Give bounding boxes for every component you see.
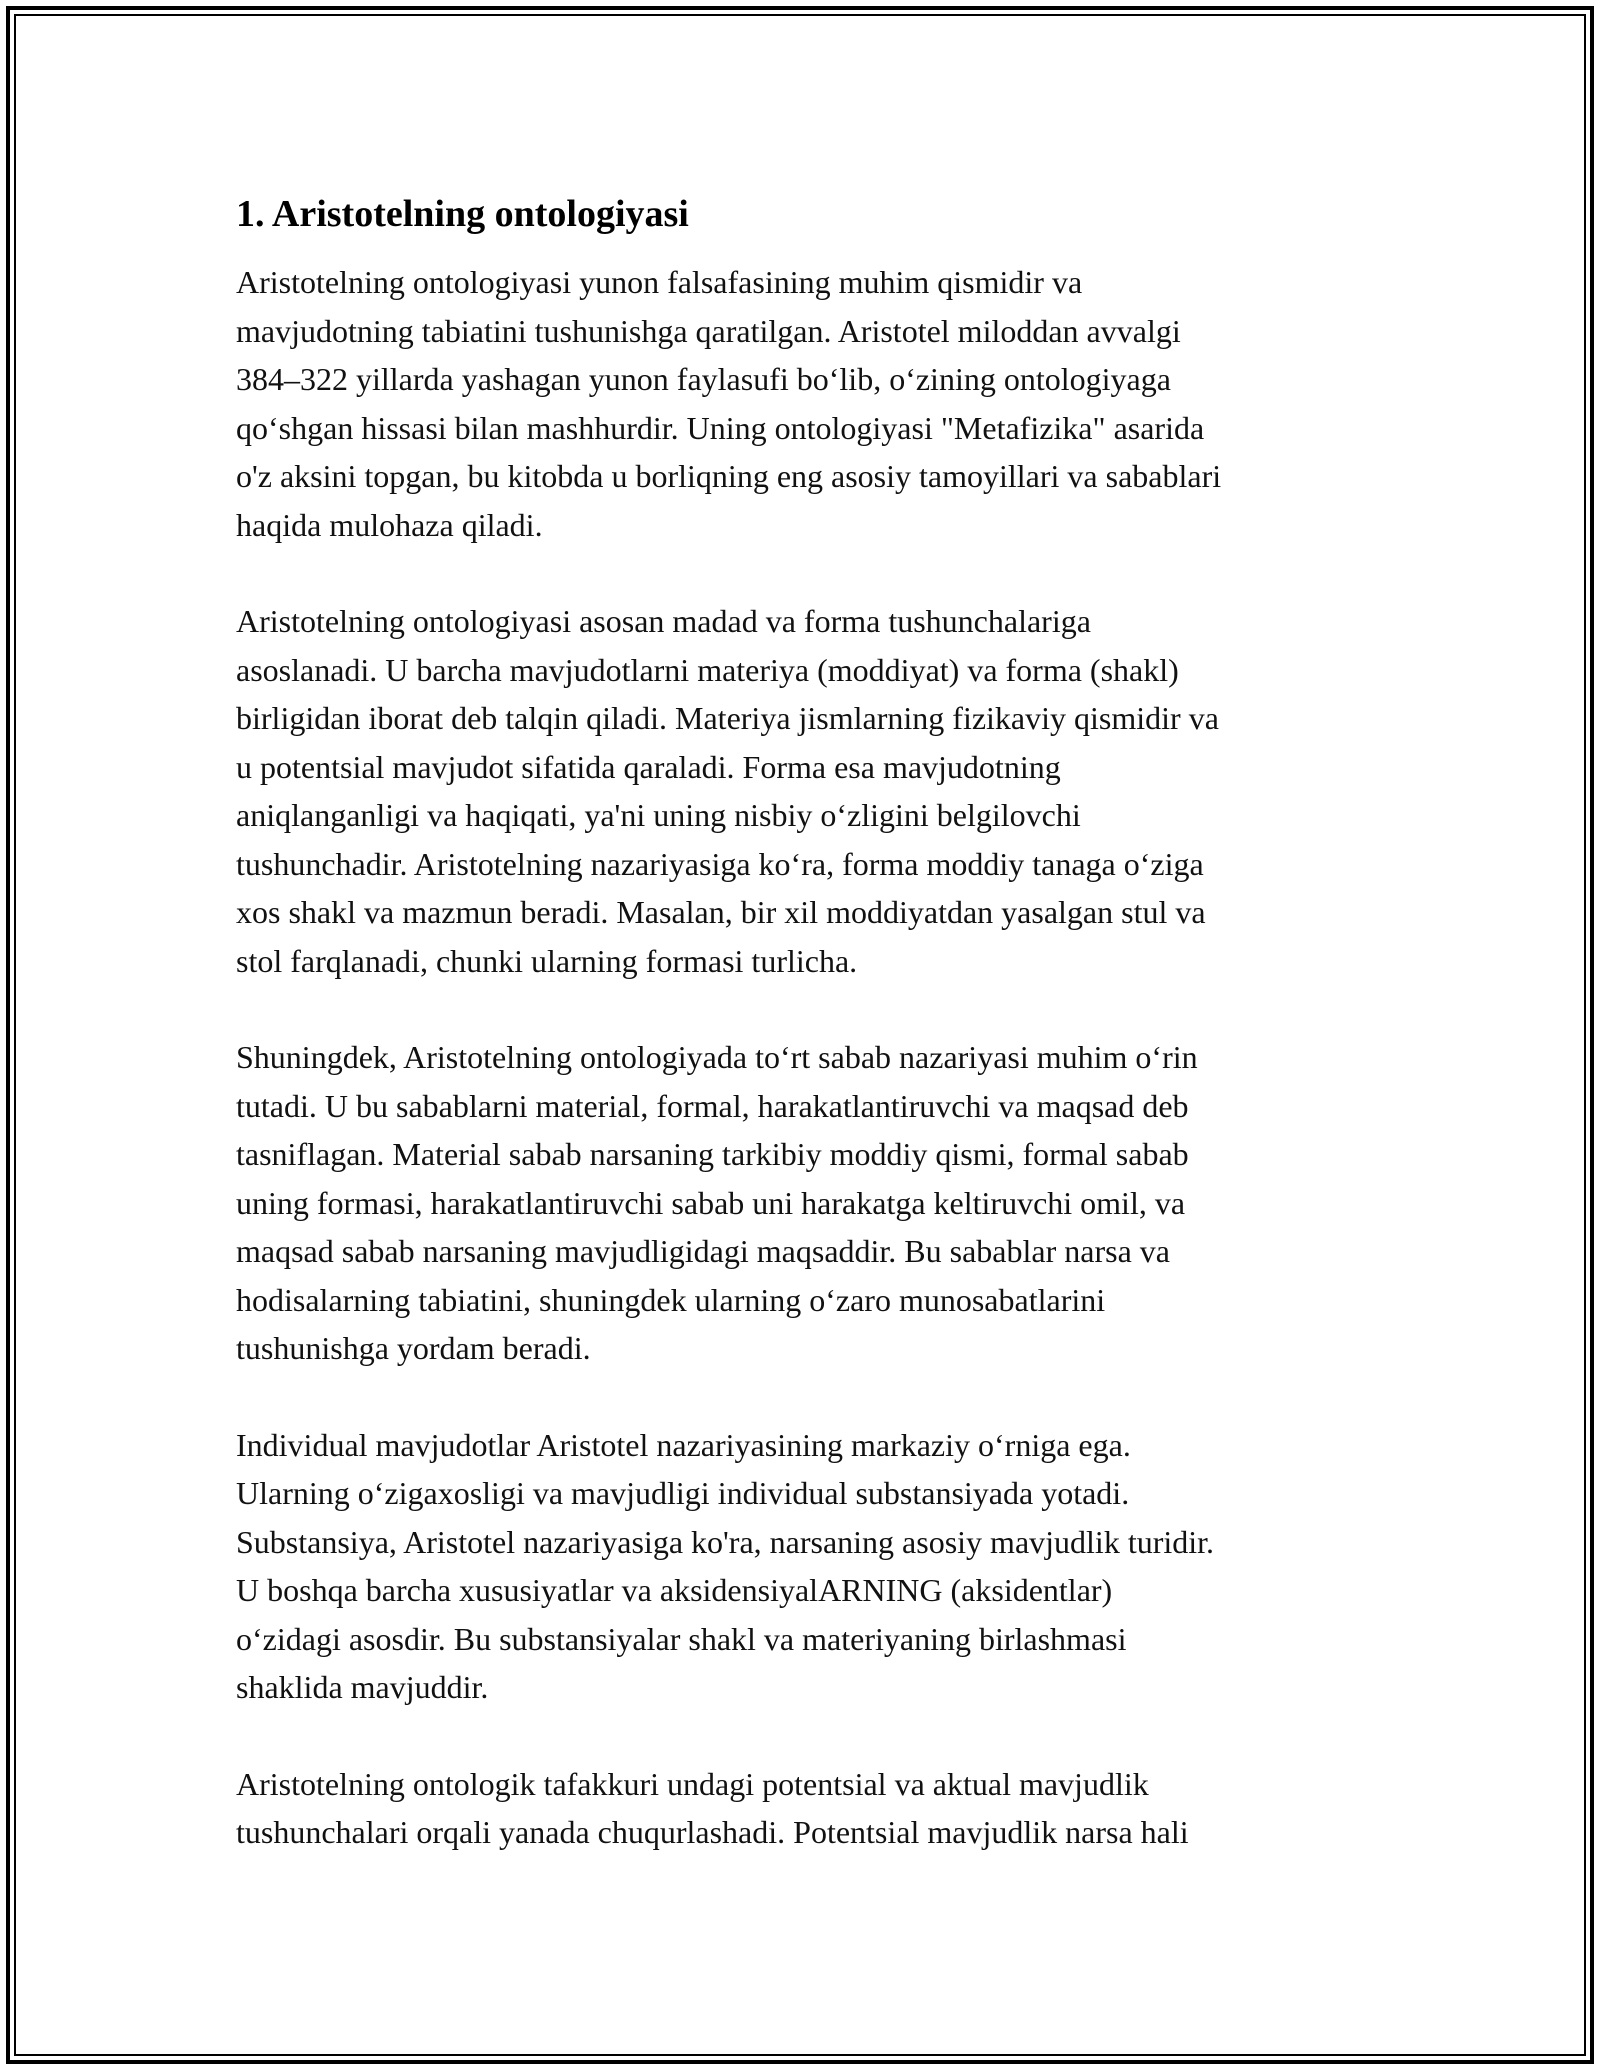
section-heading: 1. Aristotelning ontologiyasi [236,193,689,235]
text-line: tutadi. U bu sabablarni material, formal, harakatlantiruvchi va maqsad deb [236,1087,1189,1124]
text-line: mavjudotning tabiatini tushunishga qaratilgan. Aristotel miloddan avvalgi [236,312,1181,349]
text-line: u potentsial mavjudot sifatida qaraladi. Forma esa mavjudotning [236,748,1061,785]
text-line: Aristotelning ontologiyasi asosan madad va forma tushunchalariga [236,603,1091,639]
paragraph-3 [236,1033,1376,1373]
text-line: Substansiya, Aristotel nazariyasiga ko'ra, narsaning asosiy mavjudlik turidir. [236,1523,1215,1560]
text-line: haqida mulohaza qiladi. [236,506,543,543]
document-body [236,186,1376,1905]
text-line: tushunchadir. Aristotelning nazariyasiga ko‘ra, forma moddiy tanaga o‘ziga [236,845,1204,882]
text-line: Individual mavjudotlar Aristotel nazariyasining markaziy o‘rniga ega. [236,1426,1131,1463]
text-line: aniqlanganligi va haqiqati, ya'ni uning nisbiy o‘zligini belgilovchi [236,797,1081,833]
text-line: 384–322 yillarda yashagan yunon faylasufi bo‘lib, o‘zining ontologiyaga [236,361,1171,397]
paragraph-5 [236,1760,1376,1857]
text-line: stol farqlanadi, chunki ularning formasi turlicha. [236,942,858,979]
text-line: tasniflagan. Material sabab narsaning tarkibiy moddiy qismi, formal sabab [236,1136,1189,1172]
paragraph-2 [236,597,1376,985]
text-line: asoslanadi. U barcha mavjudotlarni materiya (moddiyat) va forma (shakl) [236,651,1179,688]
text-line: maqsad sabab narsaning mavjudligidagi maqsaddir. Bu sabablar narsa va [236,1233,1170,1269]
text-line: Aristotelning ontologiyasi yunon falsafasining muhim qismidir va [236,264,1083,300]
text-line: xos shakl va mazmun beradi. Masalan, bir xil moddiyatdan yasalgan stul va [236,894,1206,930]
paragraph-4 [236,1421,1376,1712]
text-line: qo‘shgan hissasi bilan mashhurdir. Uning ontologiyasi "Metafizika" asarida [236,409,1205,446]
text-line: U boshqa barcha xususiyatlar va aksidensiyalARNING (aksidentlar) [236,1572,1113,1608]
text-line: tushunchalari orqali yanada chuqurlashadi. Potentsial mavjudlik narsa hali [236,1814,1189,1850]
text-line: birligidan iborat deb talqin qiladi. Materiya jismlarning fizikaviy qismidir va [236,700,1219,736]
text-line: Aristotelning ontologik tafakkuri undagi potentsial va aktual mavjudlik [236,1765,1149,1802]
paragraph-1 [236,258,1376,549]
text-line: o'z aksini topgan, bu kitobda u borliqning eng asosiy tamoyillari va sabablari [236,458,1222,494]
text-line: uning formasi, harakatlantiruvchi sabab uni harakatga keltiruvchi omil, va [236,1184,1186,1221]
text-line: o‘zidagi asosdir. Bu substansiyalar shakl va materiyaning birlashmasi [236,1620,1127,1657]
text-line: Shuningdek, Aristotelning ontologiyada to‘rt sabab nazariyasi muhim o‘rin [236,1039,1198,1075]
text-line: hodisalarning tabiatini, shuningdek ularning o‘zaro munosabatlarini [236,1281,1106,1318]
text-line: shaklida mavjuddir. [236,1669,489,1705]
text-line: tushunishga yordam beradi. [236,1330,591,1366]
text-line: Ularning o‘zigaxosligi va mavjudligi individual substansiyada yotadi. [236,1475,1130,1511]
